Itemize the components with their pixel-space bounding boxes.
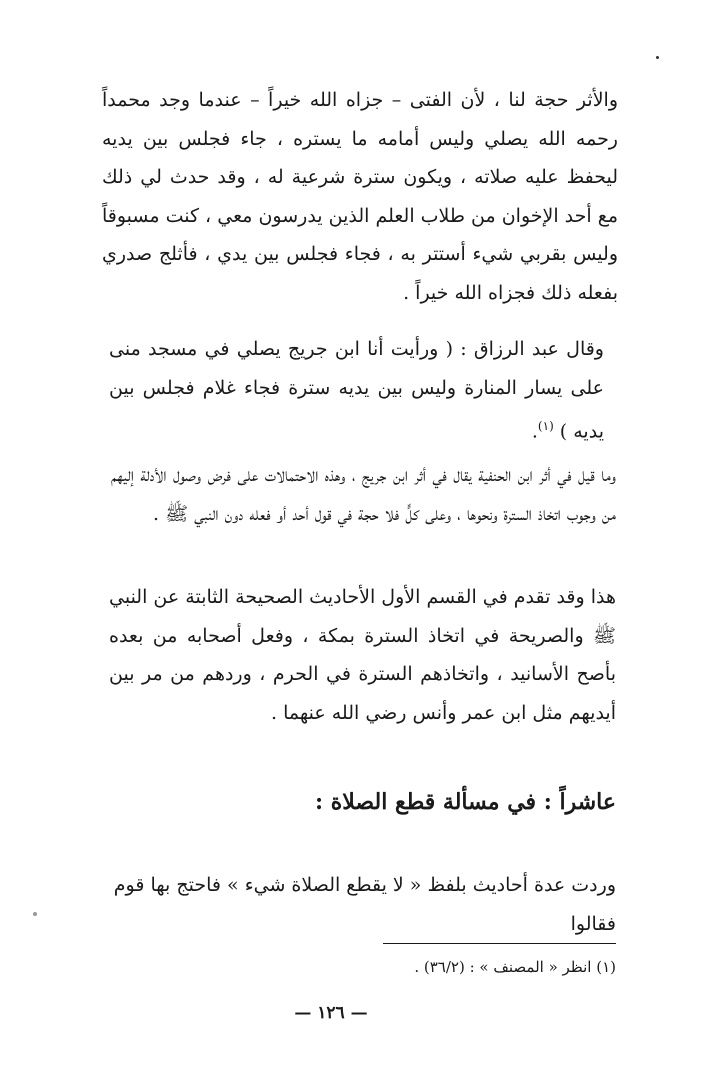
paragraph-3: وما قيل في أثر ابن الحنفية يقال في أثر ابن جريج ، وهذه الاحتمالات على فرض وصول الأدلة إليهم من وجوب اتخاذ السترة ونحوها ، وعلى كلٍّ فلا حجة في قول أحد أو فعله دون النبي ﷺ . [111, 464, 616, 525]
paragraph-2 [109, 330, 604, 451]
paragraph-1: والأثر حجة لنا ، لأن الفتى – جزاه الله خيراً – عندما وجد محمداً رحمه الله يصلي وليس أمامه ما يستره ، جاء فجلس بين يديه ليحفظ عليه صلاته ، ويكون سترة شرعية له ، وقد حدث لي ذلك مع أحد الإخوان من طلاب العلم الذين يدرسون معي ، كنت مسبوقاً وليس بقربي شيء أستتر به ، فجاء فجلس بين يدي ، فأثلج صدري بفعله ذلك فجزاه الله خيراً . [102, 89, 618, 304]
page-number: — ١٢٦ — [294, 1003, 368, 1023]
footnote-reference: (١) [537, 419, 554, 433]
section-heading: عاشراً : في مسألة قطع الصلاة : [315, 789, 616, 815]
footnote: (١) انظر « المصنف » : (٣٦/٢) . [414, 958, 616, 976]
scan-speck [33, 912, 37, 916]
paragraph-2-end: . [531, 420, 538, 443]
scan-speck [656, 56, 659, 59]
paragraph-2-text: وقال عبد الرزاق : ( ورأيت أنا ابن جريج يصلي في مسجد منى على يسار المنارة وليس بين يديه سترة فجاء غلام فجلس بين يديه ) [109, 338, 604, 443]
footnote-divider [383, 943, 616, 944]
section-paragraph: وردت عدة أحاديث بلفظ « لا يقطع الصلاة شيء » فاحتج بها قوم فقالوا [113, 874, 616, 935]
paragraph-4: هذا وقد تقدم في القسم الأول الأحاديث الصحيحة الثابتة عن النبي ﷺ والصريحة في اتخاذ السترة بمكة ، وفعل أصحابه من بعده بأصح الأسانيد ، واتخاذهم السترة في الحرم ، وردهم من مر بين أيديهم مثل ابن عمر وأنس رضي الله عنهما . [109, 586, 616, 724]
